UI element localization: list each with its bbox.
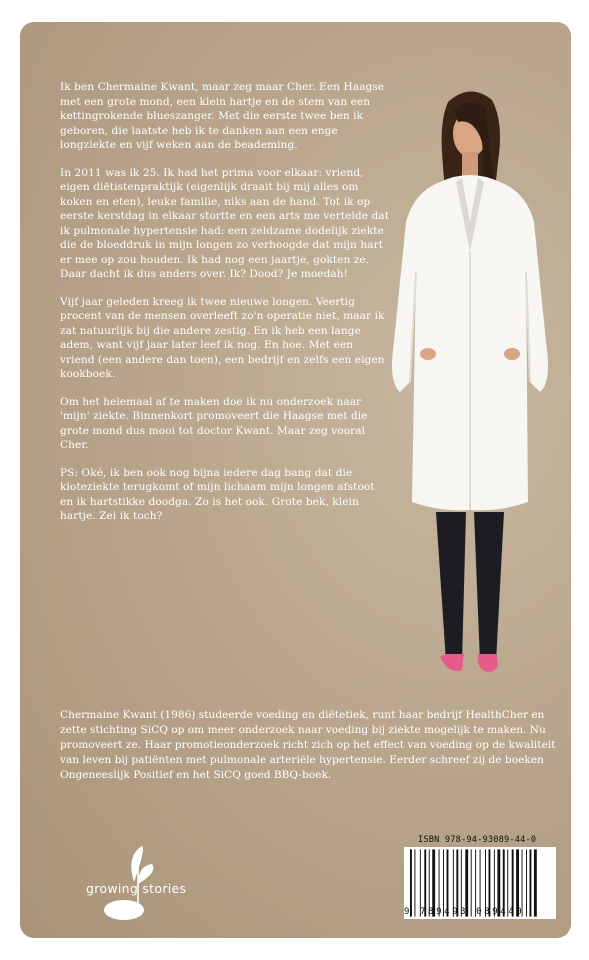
barcode-bar [526,849,527,916]
barcode-block [404,835,556,919]
blurb-paragraph-4: Om het helemaal af te maken doe ik nu onderzoek naar 'mijn' ziekte. Binnenkort promoveert die Haagse met die grote mond dus mooi tot doctor Kwant. Maar zeg vooral Cher. [60,395,368,451]
blurb-paragraph-2: In 2011 was ik 25. Ik had het prima voor elkaar: vriend, eigen diëtistenpraktijk (eigenlijk draait bij mij alles om koken en eten), leuke familie, niks aan de hand. Tot ik op eerste kerstdag in elkaar stortte en een arts me vertelde dat ik pulmonale hypertensie had: een zeldzame dodelijk ziekte die de bloeddruk in mijn longen zo verhoogde dat mijn hart er mee op zou houden. Ik had nog een jaartje, gokten ze. Daar dacht ik dus anders over. Ik? Dood? Je moedah! [60,166,389,280]
publisher-logo-text: growing stories [86,881,187,896]
barcode-bar [530,849,532,916]
blurb-text [60,80,390,537]
blurb-paragraph-3: Vijf jaar geleden kreeg ik twee nieuwe longen. Veertig procent van de mensen overleeft zo'n operatie niet, maar ik zat natuurlijk bij die andere zestig. En ik heb een lange adem, want vijf jaar later leef ik nog. En hoe. Met een vriend (een andere dan toen), een bedrijf en zelfs een eigen kookboek. [60,295,385,380]
author-bio: Chermaine Kwant (1986) studeerde voeding en diëtetiek, runt haar bedrijf HealthCher en zette stichting SiCQ op om meer onderzoek naar voeding bij ziekte mogelijk te maken. Nu promoveert ze. Haar promotieonderzoek richt zich op het effect van voeding op de kwaliteit van leven bij patiënten met pulmonale arteriële hypertensie. Eerder schreef zij de boeken Ongeneeslijk Positief en het SiCQ goed BBQ-boek. [60,709,556,781]
blurb-paragraph-1: Ik ben Chermaine Kwant, maar zeg maar Cher. Een Haagse met een grote mond, een klein hartje en de stem van een kettingrokende blueszanger. Met die eerste twee ben ik geboren, die laatste heb ik te danken aan een enge longziekte en vijf weken aan de beademing. [60,81,385,151]
barcode-bar [534,849,537,916]
blurb-paragraph-5: PS: Oké, ik ben ook nog bijna iedere dag bang dat die kloteziekte terugkomt of mijn lichaam mijn longen afstoot en ik hartstikke doodga. Zo is het ook. Grote bek, klein hartje. Zei ik toch? [60,466,375,522]
author-photo [370,82,570,682]
back-cover [20,22,571,938]
isbn-label: ISBN 978-94-93089-44-0 [418,835,537,845]
barcode-number: 9 789493 089440 [404,907,525,917]
